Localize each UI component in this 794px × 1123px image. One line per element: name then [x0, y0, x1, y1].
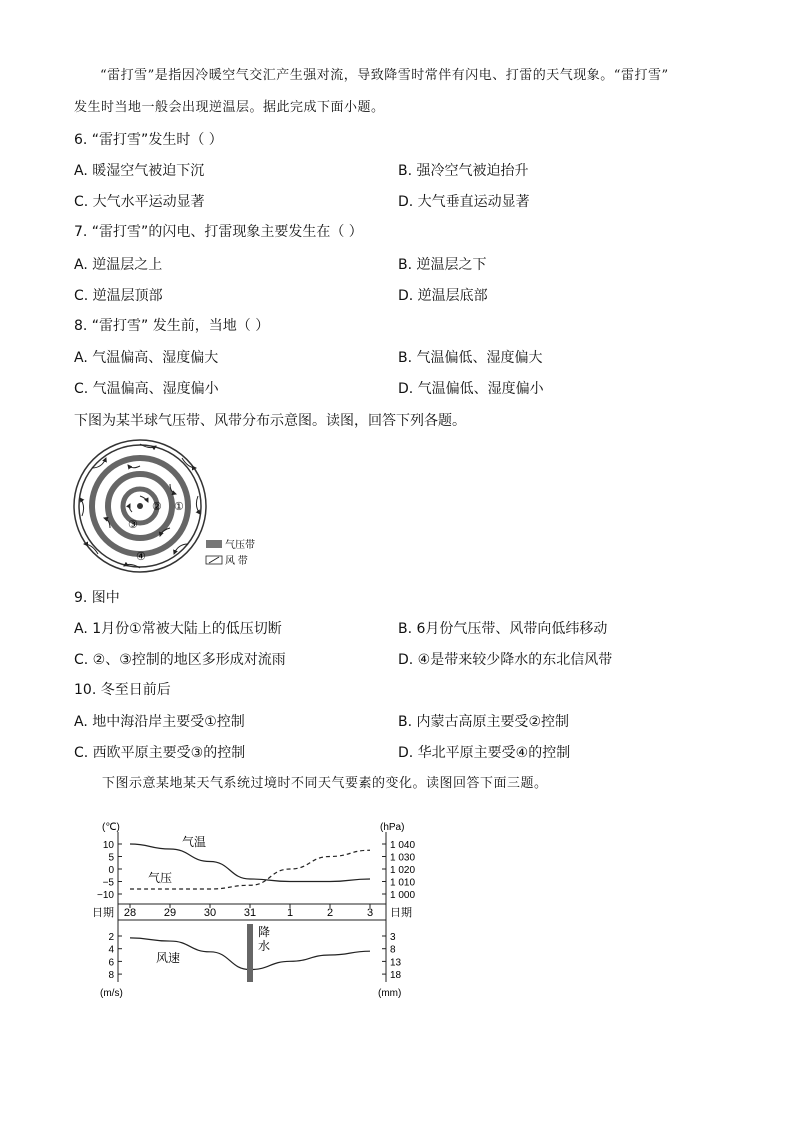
q7-option-b[interactable]: B. 逆温层之下: [398, 257, 487, 273]
precipitation-bar: [247, 924, 253, 982]
q8-option-a[interactable]: A. 气温偏高、湿度偏大: [74, 350, 219, 366]
q8-stem: 8. “雷打雪” 发生前，当地（ ）: [74, 318, 270, 334]
date-tick-label: 3: [366, 907, 374, 919]
left-bottom-tick-label: 6: [108, 957, 114, 969]
q10-option-c[interactable]: C. 西欧平原主要受③的控制: [74, 745, 246, 761]
date-label-left: 日期: [92, 907, 114, 919]
left-top-tick-label: −10: [97, 890, 114, 901]
q8-option-c[interactable]: C. 气温偏高、湿度偏小: [74, 381, 219, 397]
left-bottom-tick-label: 4: [108, 944, 114, 956]
date-tick-label: 31: [243, 907, 257, 919]
right-top-tick-label: 1 030: [390, 852, 416, 864]
legend-pressure-swatch: [206, 540, 222, 548]
weather-chart: [90, 812, 450, 1002]
left-top-tick-label: −5: [102, 877, 114, 889]
q9-option-c[interactable]: C. ②、③控制的地区多形成对流雨: [74, 652, 286, 668]
series-precipitation-label: 水: [258, 939, 271, 953]
left-top-tick-label: 10: [102, 840, 114, 851]
belt-label-2: ②: [152, 501, 162, 513]
right-bottom-tick-label: 18: [390, 970, 402, 982]
date-label-right: 日期: [390, 907, 412, 919]
legend-pressure-label: 气压带: [225, 540, 255, 551]
left-bottom-tick-label: 2: [108, 932, 114, 943]
right-top-tick-label: 1 020: [390, 865, 416, 876]
q6-option-d[interactable]: D. 大气垂直运动显著: [398, 194, 530, 210]
q9-option-a[interactable]: A. 1月份①常被大陆上的低压切断: [74, 621, 282, 637]
q6-option-b[interactable]: B. 强冷空气被迫抬升: [398, 163, 529, 179]
right-bottom-tick-label: 8: [390, 944, 396, 956]
series-wind-speed-label: 风速: [156, 951, 181, 965]
series-pressure-label: 气压: [148, 871, 173, 885]
belt-label-4: ④: [136, 551, 146, 563]
date-tick-label: 28: [123, 907, 137, 919]
right-top-unit: (hPa): [380, 822, 405, 833]
q10-option-d[interactable]: D. 华北平原主要受④的控制: [398, 745, 571, 761]
left-bottom-tick-label: 8: [108, 970, 114, 982]
right-bottom-unit: (mm): [378, 988, 402, 999]
series-precipitation-label: 降: [258, 925, 271, 939]
date-tick-label: 1: [286, 907, 294, 919]
intro-line-1: “雷打雪”是指因冷暖空气交汇产生强对流，导致降雪时常伴有闪电、打雷的天气现象。“雷打雪”: [100, 68, 669, 83]
right-top-tick-label: 1 040: [390, 840, 416, 851]
q10-stem: 10. 冬至日前后: [74, 682, 171, 698]
q7-option-c[interactable]: C. 逆温层顶部: [74, 288, 163, 304]
q10-option-a[interactable]: A. 地中海沿岸主要受①控制: [74, 714, 245, 730]
legend-wind-label: 风 带: [225, 556, 248, 567]
right-bottom-tick-label: 3: [390, 932, 396, 943]
belt-label-1: ①: [174, 501, 184, 513]
q7-option-d[interactable]: D. 逆温层底部: [398, 288, 488, 304]
q6-option-a[interactable]: A. 暖湿空气被迫下沉: [74, 163, 205, 179]
date-tick-label: 2: [326, 907, 334, 919]
intro-2: 下图为某半球气压带、风带分布示意图。读图，回答下列各题。: [74, 413, 466, 429]
q6-stem: 6. “雷打雪”发生时（ ）: [74, 132, 223, 148]
right-bottom-tick-label: 13: [390, 957, 402, 969]
date-tick-label: 29: [163, 907, 177, 919]
left-top-unit: (℃): [102, 822, 120, 833]
q8-option-d[interactable]: D. 气温偏低、湿度偏小: [398, 381, 544, 397]
left-bottom-unit: (m/s): [100, 988, 123, 999]
right-top-tick-label: 1 000: [390, 890, 416, 901]
series-temperature-label: 气温: [182, 835, 207, 849]
left-top-tick-label: 0: [108, 865, 114, 876]
q10-option-b[interactable]: B. 内蒙古高原主要受②控制: [398, 714, 570, 730]
q7-stem: 7. “雷打雪”的闪电、打雷现象主要发生在（ ）: [74, 224, 363, 240]
q7-option-a[interactable]: A. 逆温层之上: [74, 257, 163, 273]
q9-option-d[interactable]: D. ④是带来较少降水的东北信风带: [398, 652, 613, 668]
intro-3: 下图示意某地某天气系统过境时不同天气要素的变化。读图回答下面三题。: [102, 776, 548, 791]
q8-option-b[interactable]: B. 气温偏低、湿度偏大: [398, 350, 543, 366]
right-top-tick-label: 1 010: [390, 877, 416, 889]
pressure-wind-belt-diagram: [70, 436, 270, 576]
intro-line-2: 发生时当地一般会出现逆温层。据此完成下面小题。: [74, 100, 385, 115]
q9-option-b[interactable]: B. 6月份气压带、风带向低纬移动: [398, 621, 608, 637]
left-top-tick-label: 5: [108, 852, 114, 864]
q9-stem: 9. 图中: [74, 590, 120, 606]
date-tick-label: 30: [203, 907, 217, 919]
q6-option-c[interactable]: C. 大气水平运动显著: [74, 194, 205, 210]
belt-label-3: ③: [128, 519, 138, 531]
